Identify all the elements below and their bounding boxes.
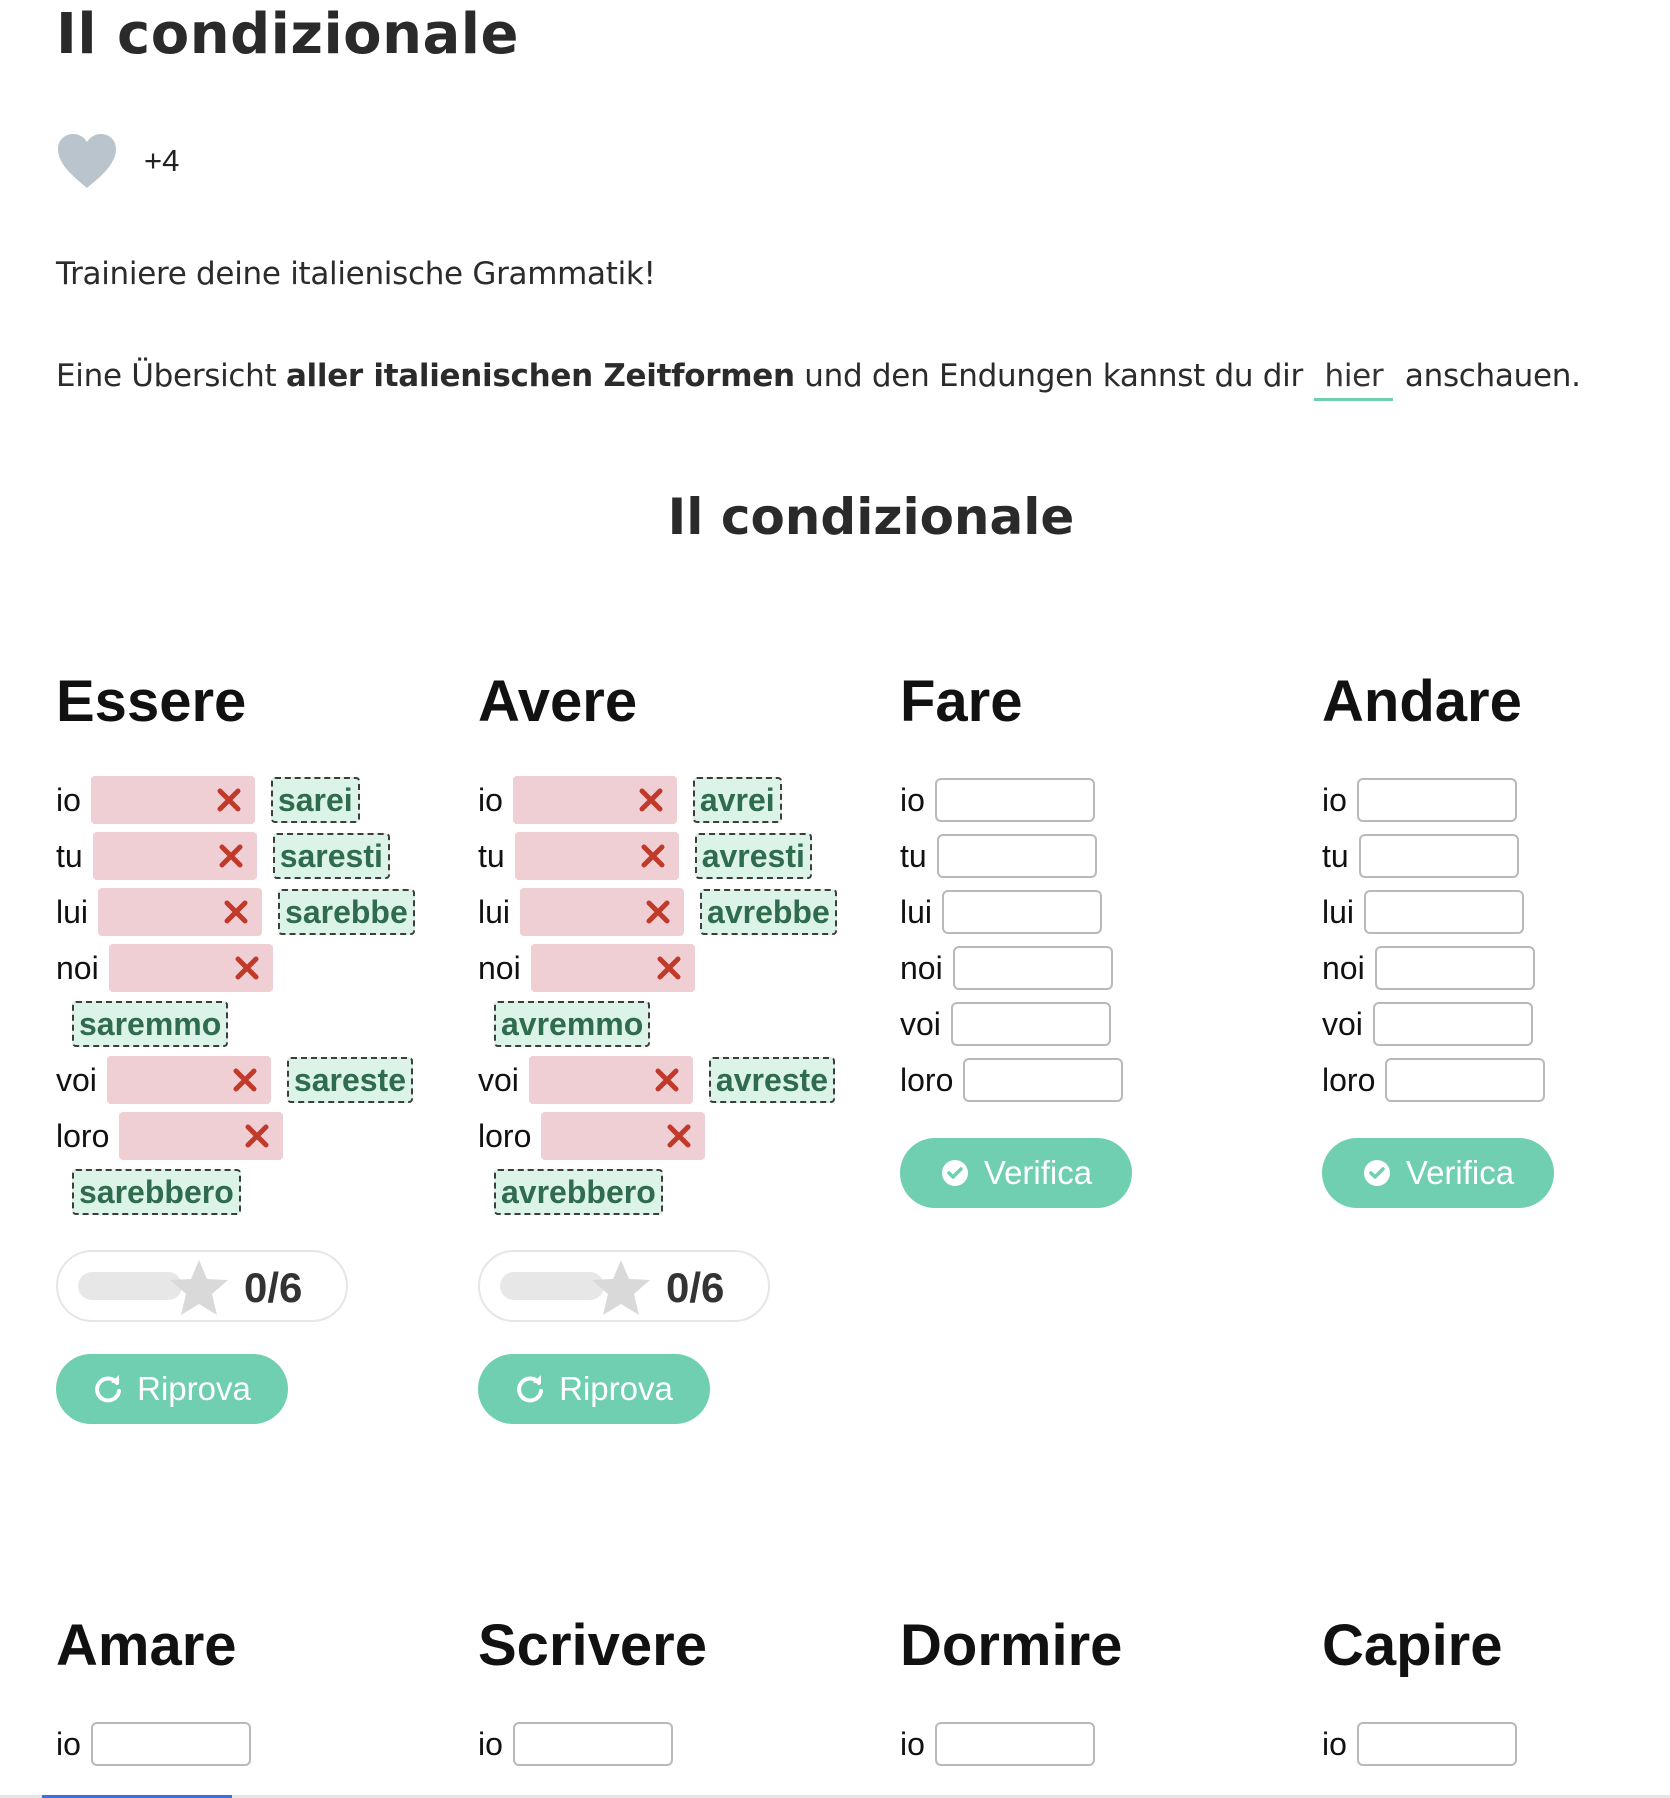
overview-link[interactable]: hier [1314,358,1393,401]
intro-text: Trainiere deine italienische Grammatik! [56,256,656,292]
wrapped-answer-row [478,1000,858,1048]
answer-input[interactable] [935,1722,1095,1766]
wrong-x-icon [641,844,665,868]
star-icon [168,1258,230,1318]
pronoun-label: loro [478,1117,532,1154]
correct-answer: saresti [273,833,390,879]
pronoun-label: io [900,1725,925,1762]
conjugation-row [1322,776,1517,824]
answer-input-wrong[interactable] [520,888,684,936]
answer-input-wrong[interactable] [531,944,695,992]
conjugation-rows [1322,776,1670,1104]
answer-input-wrong[interactable] [93,832,257,880]
retry-button[interactable] [478,1354,710,1424]
correct-answer: avrebbero [494,1169,663,1215]
wrong-x-icon [224,900,248,924]
answer-input[interactable] [1357,778,1517,822]
score-text: 0/6 [244,1264,303,1311]
conjugation-rows [900,1720,1280,1768]
score-pill [56,1250,348,1322]
conjugation-rows [478,776,858,1216]
conjugation-row [1322,1000,1533,1048]
pronoun-label: io [56,1725,81,1762]
wrong-x-icon [219,844,243,868]
conjugation-row [478,776,782,824]
correct-answer: avresti [695,833,812,879]
wrong-x-icon [235,956,259,980]
check-circle-icon [940,1158,970,1188]
answer-input[interactable] [1364,890,1524,934]
pronoun-label: io [56,781,81,818]
wrapped-answer-row [478,1168,858,1216]
overview-bold: aller italienischen Zeitformen [285,358,795,394]
verb-title: Avere [478,669,638,734]
wrong-x-icon [657,956,681,980]
wrong-x-icon [639,788,663,812]
pronoun-label: noi [56,949,99,986]
pronoun-label: lui [900,893,933,930]
verify-label: Verifica [1405,1154,1515,1191]
conjugation-row [56,776,360,824]
refresh-icon [515,1374,545,1404]
verb-title: Essere [56,669,247,734]
answer-input[interactable] [91,1722,251,1766]
pronoun-label: loro [56,1117,110,1154]
conjugation-row [478,888,837,936]
verb-title: Andare [1322,669,1522,734]
retry-button[interactable] [56,1354,288,1424]
answer-input[interactable] [513,1722,673,1766]
overview-after: anschauen. [1395,358,1581,394]
answer-input[interactable] [1357,1722,1517,1766]
conjugation-row [478,1720,673,1768]
overview-before: Eine Übersicht [56,358,286,394]
conjugation-row [56,944,273,992]
answer-input-wrong[interactable] [529,1056,693,1104]
pronoun-label: noi [478,949,521,986]
answer-input-wrong[interactable] [91,776,255,824]
answer-input[interactable] [1359,834,1519,878]
pronoun-label: voi [1322,1005,1363,1042]
conjugation-row [56,1056,413,1104]
check-circle-icon [1362,1158,1392,1188]
answer-input[interactable] [1385,1058,1545,1102]
verb-card-avere [478,668,878,1424]
conjugation-row [1322,1720,1517,1768]
verb-card-dormire [900,1612,1300,1768]
score-text: 0/6 [666,1264,725,1311]
answer-input[interactable] [935,778,1095,822]
wrapped-answer-row [56,1000,436,1048]
conjugation-row [1322,832,1519,880]
pronoun-label: noi [1322,949,1365,986]
verb-card-scrivere [478,1612,878,1768]
correct-answer: saremmo [72,1001,228,1047]
conjugation-row [478,1056,835,1104]
answer-input-wrong[interactable] [107,1056,271,1104]
score-progress-bar [500,1272,604,1300]
verify-button[interactable] [1322,1138,1554,1208]
conjugation-row [56,888,415,936]
answer-input-wrong[interactable] [541,1112,705,1160]
conjugation-rows [900,776,1280,1104]
answer-input[interactable] [963,1058,1123,1102]
retry-label: Riprova [137,1370,251,1407]
conjugation-row [478,1112,705,1160]
correct-answer: avrei [693,777,782,823]
pronoun-label: voi [56,1061,97,1098]
conjugation-rows [56,1720,436,1768]
wrong-x-icon [245,1124,269,1148]
score-progress-bar [78,1272,182,1300]
wrong-x-icon [233,1068,257,1092]
pronoun-label: voi [478,1061,519,1098]
pronoun-label: tu [1322,837,1349,874]
wrong-x-icon [667,1124,691,1148]
wrong-x-icon [217,788,241,812]
verify-button[interactable] [900,1138,1132,1208]
conjugation-rows [1322,1720,1670,1768]
verb-card-andare [1322,668,1670,1208]
answer-input-wrong[interactable] [98,888,262,936]
conjugation-row [56,1112,283,1160]
pronoun-label: loro [1322,1061,1376,1098]
pronoun-label: lui [1322,893,1355,930]
star-icon [590,1258,652,1318]
answer-input[interactable] [942,890,1102,934]
answer-input-wrong[interactable] [513,776,677,824]
correct-answer: sarebbero [72,1169,241,1215]
answer-input-wrong[interactable] [109,944,273,992]
pronoun-label: noi [900,949,943,986]
retry-label: Riprova [559,1370,673,1407]
conjugation-row [900,776,1095,824]
conjugation-row [900,832,1097,880]
verb-title: Capire [1322,1613,1503,1678]
pronoun-label: io [900,781,925,818]
conjugation-row [900,888,1102,936]
score-pill [478,1250,770,1322]
overview-text [56,358,1581,394]
page-title: Il condizionale [56,2,519,67]
verb-title: Amare [56,1613,237,1678]
correct-answer: sareste [287,1057,413,1103]
verb-card-capire [1322,1612,1670,1768]
pronoun-label: voi [900,1005,941,1042]
correct-answer: avremmo [494,1001,650,1047]
conjugation-row [900,1000,1111,1048]
pronoun-label: lui [478,893,511,930]
answer-input[interactable] [951,1002,1111,1046]
section-title: Il condizionale [667,488,1075,546]
correct-answer: sarei [271,777,360,823]
conjugation-row [1322,888,1524,936]
conjugation-row [900,1720,1095,1768]
heart-icon[interactable] [56,132,118,190]
conjugation-rows [478,1720,858,1768]
conjugation-row [1322,1056,1545,1104]
conjugation-row [900,1056,1123,1104]
answer-input-wrong[interactable] [515,832,679,880]
verb-card-amare [56,1612,456,1768]
conjugation-row [56,832,390,880]
wrong-x-icon [655,1068,679,1092]
verify-label: Verifica [983,1154,1093,1191]
conjugation-row [1322,944,1535,992]
correct-answer: sarebbe [278,889,415,935]
conjugation-row [478,832,812,880]
wrapped-answer-row [56,1168,436,1216]
overview-middle: und den Endungen kannst du dir [794,358,1313,394]
pronoun-label: tu [56,837,83,874]
verb-card-fare [900,668,1300,1208]
verb-title: Dormire [900,1613,1123,1678]
pronoun-label: lui [56,893,89,930]
answer-input[interactable] [1373,1002,1533,1046]
refresh-icon [93,1374,123,1404]
pronoun-label: io [1322,1725,1347,1762]
conjugation-row [900,944,1113,992]
verb-title: Scrivere [478,1613,707,1678]
pronoun-label: io [1322,781,1347,818]
conjugation-row [56,1720,251,1768]
conjugation-rows [56,776,436,1216]
like-row [56,132,179,190]
correct-answer: avreste [709,1057,835,1103]
verb-card-essere [56,668,456,1424]
conjugation-row [478,944,695,992]
pronoun-label: loro [900,1061,954,1098]
wrong-x-icon [646,900,670,924]
pronoun-label: io [478,781,503,818]
answer-input-wrong[interactable] [119,1112,283,1160]
answer-input[interactable] [953,946,1113,990]
answer-input[interactable] [1375,946,1535,990]
answer-input[interactable] [937,834,1097,878]
pronoun-label: tu [900,837,927,874]
pronoun-label: tu [478,837,505,874]
verb-title: Fare [900,669,1023,734]
pronoun-label: io [478,1725,503,1762]
correct-answer: avrebbe [700,889,837,935]
like-count: +4 [144,143,180,178]
